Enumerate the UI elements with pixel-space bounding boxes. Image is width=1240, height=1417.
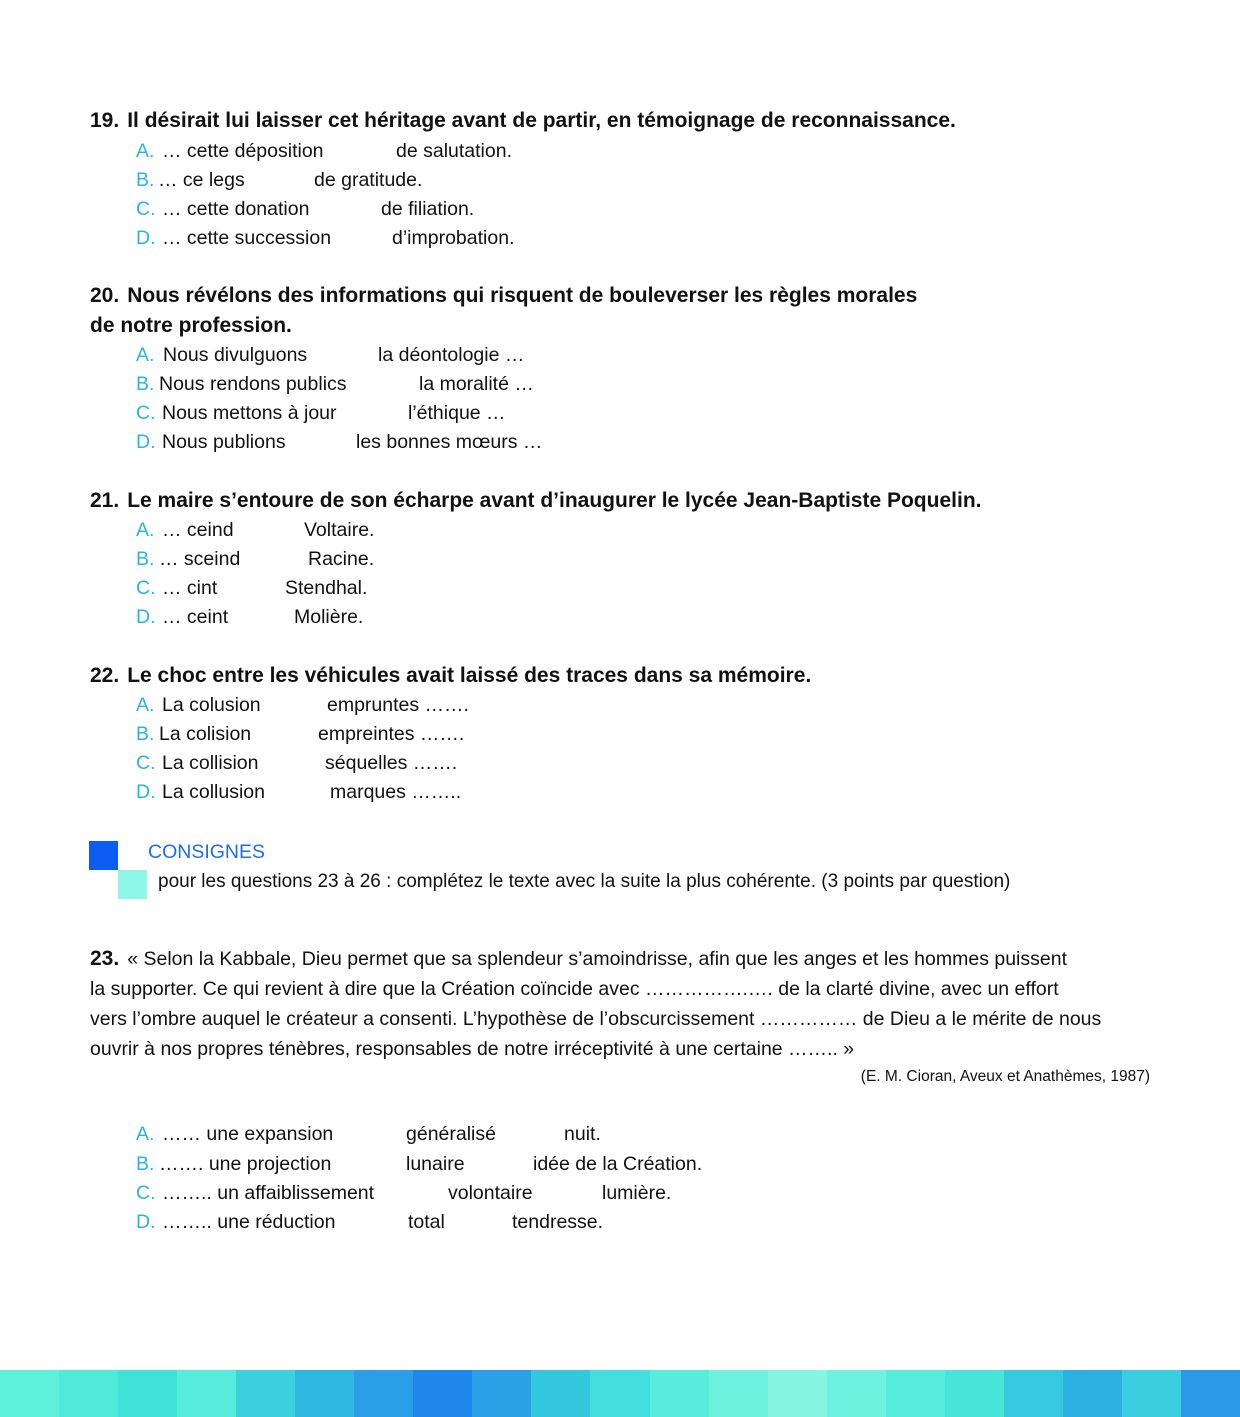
option-part: idée de la Création.: [533, 1153, 703, 1175]
option-letter: D.: [136, 431, 156, 453]
option-letter: B.: [136, 373, 155, 395]
option-letter: B.: [136, 1153, 155, 1175]
footer-color-block: [1122, 1370, 1181, 1417]
option-letter: D.: [136, 1211, 156, 1233]
footer-color-block: [236, 1370, 295, 1417]
question-number: 23.: [90, 947, 120, 970]
option-part: La colision: [159, 723, 252, 745]
question-22-option-a[interactable]: [136, 691, 469, 720]
passage-line: ouvrir à nos propres ténèbres, responsables de notre irréceptivité à une certaine …….. »: [90, 1038, 855, 1060]
footer-color-block: [945, 1370, 1004, 1417]
consignes-title: CONSIGNES: [148, 841, 266, 863]
option-part: … cette donation: [162, 198, 310, 220]
footer-color-block: [1004, 1370, 1063, 1417]
option-part: généralisé: [406, 1123, 496, 1145]
option-part: …….. un affaiblissement: [162, 1182, 375, 1204]
option-part: les bonnes mœurs …: [356, 431, 543, 453]
question-21-title: [90, 486, 981, 516]
option-part: volontaire: [448, 1182, 533, 1204]
option-part: séquelles …….: [325, 752, 458, 774]
question-22-option-c[interactable]: [136, 749, 458, 778]
question-text: Nous révélons des informations qui risquent de bouleverser les règles morales: [127, 284, 918, 307]
option-part: l’éthique …: [408, 402, 506, 424]
option-letter: C.: [136, 402, 156, 424]
footer-color-block: [295, 1370, 354, 1417]
question-21-option-b[interactable]: [136, 545, 375, 574]
footer-color-block: [1181, 1370, 1240, 1417]
option-part: lunaire: [406, 1153, 465, 1175]
footer-color-block: [177, 1370, 236, 1417]
option-part: Nous divulguons: [163, 344, 308, 366]
option-part: … ceint: [162, 606, 229, 628]
question-20-title: [90, 281, 917, 311]
option-part: … cette déposition: [162, 140, 324, 162]
option-part: … ce legs: [158, 169, 245, 191]
passage-line: la supporter. Ce qui revient à dire que la Création coïncide avec …………….…. de la clarté divine, avec un effort: [90, 978, 1059, 1000]
option-part: …… une expansion: [162, 1123, 334, 1145]
option-letter: D.: [136, 606, 156, 628]
footer-color-block: [709, 1370, 768, 1417]
footer-color-block: [531, 1370, 590, 1417]
footer-color-band: [0, 1370, 1240, 1417]
footer-color-block: [590, 1370, 649, 1417]
passage-text: « Selon la Kabbale, Dieu permet que sa splendeur s’amoindrisse, afin que les anges et les hommes puissent: [127, 948, 1068, 970]
question-20-option-c[interactable]: [136, 399, 506, 428]
question-text: Le choc entre les véhicules avait laissé des traces dans sa mémoire.: [127, 664, 812, 687]
footer-color-block: [650, 1370, 709, 1417]
option-part: Racine.: [308, 548, 375, 570]
option-part: d’improbation.: [392, 227, 515, 249]
option-part: … cette succession: [162, 227, 332, 249]
passage-line: [90, 944, 1150, 974]
question-number: 20.: [90, 284, 120, 307]
option-part: lumière.: [602, 1182, 672, 1204]
option-part: marques ……..: [330, 781, 462, 803]
option-letter: C.: [136, 577, 156, 599]
consignes-square-cyan: [118, 870, 147, 899]
option-part: la déontologie …: [378, 344, 525, 366]
question-19-option-d[interactable]: [136, 224, 515, 253]
question-number: 22.: [90, 664, 120, 687]
option-part: … cint: [162, 577, 218, 599]
question-23-passage: [90, 944, 1150, 1064]
option-part: …….. une réduction: [162, 1211, 336, 1233]
question-21-option-d[interactable]: [136, 603, 364, 632]
question-20-title-continued: [90, 311, 292, 341]
footer-color-block: [59, 1370, 118, 1417]
question-23-option-a[interactable]: [136, 1120, 601, 1149]
option-letter: C.: [136, 198, 156, 220]
question-19-title: [90, 106, 956, 136]
option-part: de gratitude.: [314, 169, 423, 191]
footer-color-block: [1063, 1370, 1122, 1417]
option-part: nuit.: [564, 1123, 601, 1145]
question-21-option-a[interactable]: [136, 516, 375, 545]
footer-color-block: [0, 1370, 59, 1417]
consignes-square-blue: [89, 841, 118, 870]
question-text: Il désirait lui laisser cet héritage avant de partir, en témoignage de reconnaissance.: [127, 109, 956, 132]
option-part: Nous mettons à jour: [162, 402, 337, 424]
option-letter: B.: [136, 548, 155, 570]
question-23-option-c[interactable]: [136, 1179, 672, 1208]
option-part: La colusion: [162, 694, 261, 716]
option-part: La collusion: [162, 781, 265, 803]
consignes-text: pour les questions 23 à 26 : complétez le texte avec la suite la plus cohérente. (3 points par question): [158, 871, 1011, 892]
option-letter: B.: [136, 723, 155, 745]
question-22-title: [90, 661, 811, 691]
option-part: Nous rendons publics: [159, 373, 347, 395]
footer-color-block: [413, 1370, 472, 1417]
option-part: ……. une projection: [159, 1153, 332, 1175]
option-letter: A.: [136, 1123, 155, 1145]
question-22-option-d[interactable]: [136, 778, 462, 807]
option-part: … ceind: [162, 519, 234, 541]
option-part: empreintes …….: [318, 723, 465, 745]
footer-color-block: [118, 1370, 177, 1417]
question-19-option-c[interactable]: [136, 195, 475, 224]
question-20-option-d[interactable]: [136, 428, 543, 457]
option-part: la moralité …: [419, 373, 534, 395]
option-part: tendresse.: [512, 1211, 604, 1233]
question-19-option-b[interactable]: [136, 166, 423, 195]
question-23-option-b[interactable]: [136, 1150, 703, 1179]
question-21-option-c[interactable]: [136, 574, 368, 603]
option-letter: D.: [136, 227, 156, 249]
option-part: Molière.: [294, 606, 364, 628]
question-22-option-b[interactable]: [136, 720, 465, 749]
option-part: Nous publions: [162, 431, 286, 453]
option-part: de filiation.: [381, 198, 475, 220]
passage-citation: (E. M. Cioran, Aveux et Anathèmes, 1987): [860, 1068, 1150, 1085]
passage-line: vers l’ombre auquel le créateur a consenti. L’hypothèse de l’obscurcissement …………… de Dieu a le mérite de nous: [90, 1008, 1102, 1030]
option-part: … sceind: [159, 548, 241, 570]
option-letter: C.: [136, 1182, 156, 1204]
option-letter: A.: [136, 140, 155, 162]
option-part: empruntes …….: [327, 694, 469, 716]
option-part: de salutation.: [396, 140, 513, 162]
footer-color-block: [827, 1370, 886, 1417]
footer-color-block: [472, 1370, 531, 1417]
option-letter: A.: [136, 694, 155, 716]
option-part: Stendhal.: [285, 577, 368, 599]
option-letter: C.: [136, 752, 156, 774]
question-number: 19.: [90, 109, 120, 132]
question-20-option-b[interactable]: [136, 370, 534, 399]
footer-color-block: [886, 1370, 945, 1417]
question-19-option-a[interactable]: [136, 137, 513, 166]
footer-color-block: [354, 1370, 413, 1417]
option-part: La collision: [162, 752, 259, 774]
option-letter: B.: [136, 169, 155, 191]
question-number: 21.: [90, 489, 120, 512]
option-letter: D.: [136, 781, 156, 803]
option-part: total: [408, 1211, 445, 1233]
footer-color-block: [768, 1370, 827, 1417]
question-20-option-a[interactable]: [136, 341, 525, 370]
option-part: Voltaire.: [304, 519, 375, 541]
question-text: Le maire s’entoure de son écharpe avant d’inaugurer le lycée Jean-Baptiste Poquelin.: [127, 489, 982, 512]
option-letter: A.: [136, 519, 155, 541]
question-text: de notre profession.: [90, 314, 292, 337]
question-23-option-d[interactable]: [136, 1208, 604, 1237]
option-letter: A.: [136, 344, 155, 366]
